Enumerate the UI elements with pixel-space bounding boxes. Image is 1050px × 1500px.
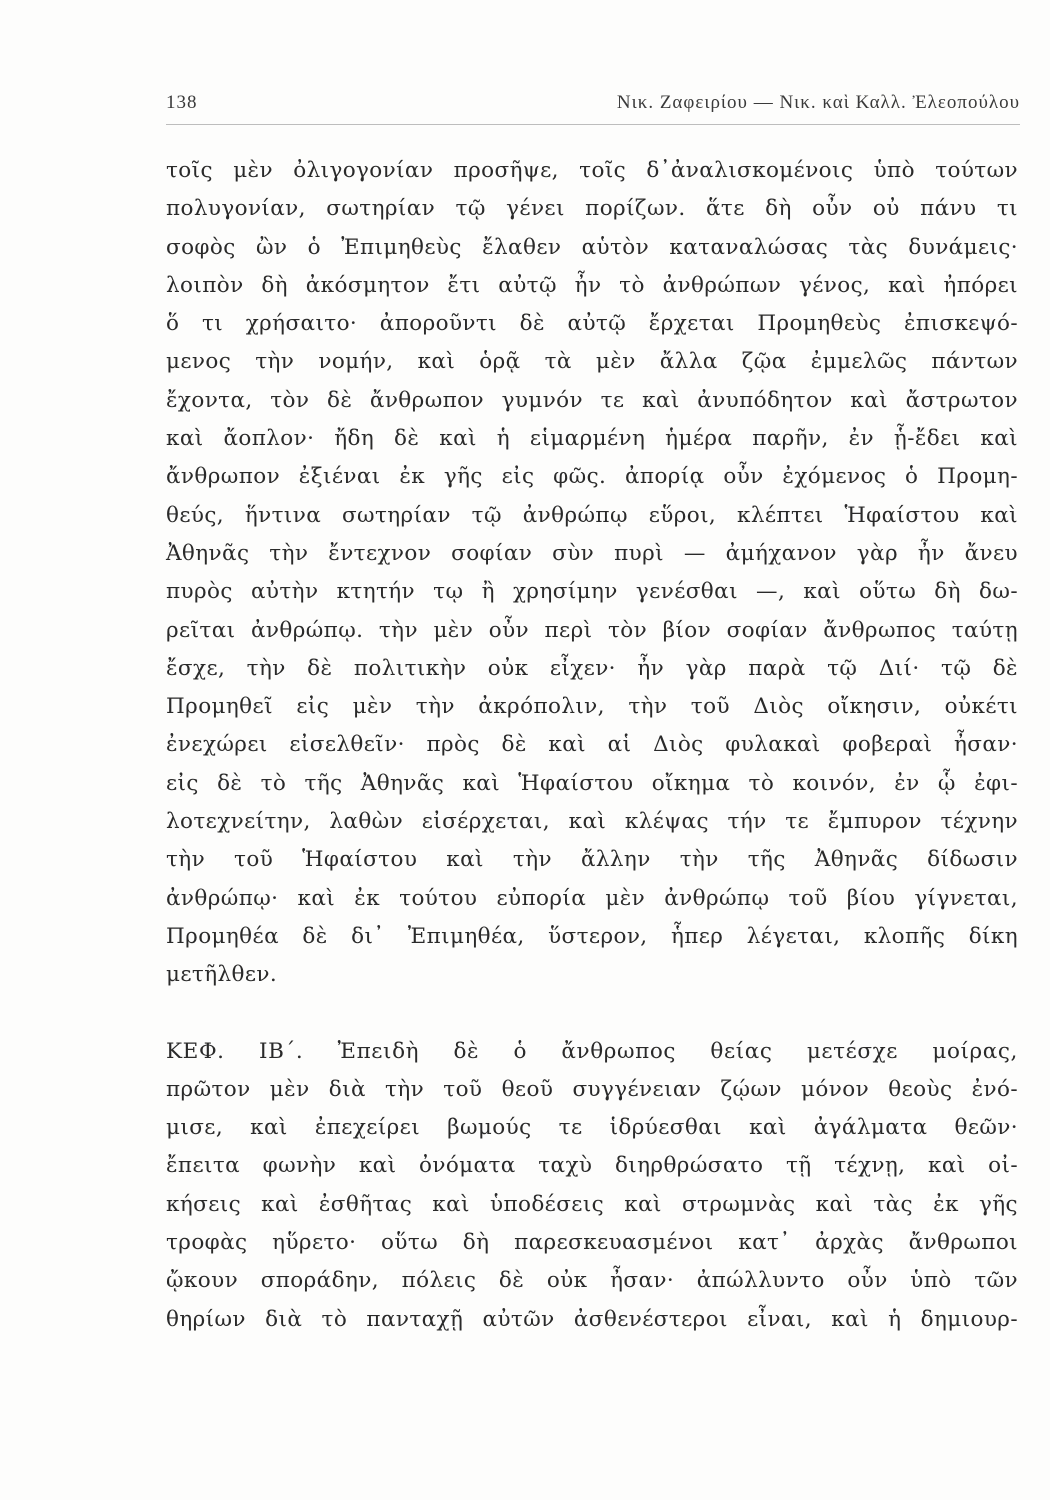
text-line: ἐνεχώρει εἰσελθεῖν· πρὸς δὲ καὶ αἱ Διὸς φυλακαὶ φοβεραὶ ἦσαν· [166,732,1018,758]
text-line: ᾤκουν σποράδην, πόλεις δὲ οὐκ ἦσαν· ἀπώλλυντο οὖν ὑπὸ τῶν [166,1268,1018,1294]
chapter-heading-line: ΚΕΦ. ΙΒ΄. Ἐπειδὴ δὲ ὁ ἄνθρωπος θείας μετέσχε μοίρας, [166,1038,1018,1064]
paragraph-1 [166,152,1018,995]
text-line: ἀνθρώπῳ· καὶ ἐκ τούτου εὐπορία μὲν ἀνθρώπῳ τοῦ βίου γίγνεται, [166,885,1018,911]
text-line: θεύς, ἥντινα σωτηρίαν τῷ ἀνθρώπῳ εὕροι, κλέπτει Ἡφαίστου καὶ [166,502,1018,528]
text-line: πολυγονίαν, σωτηρίαν τῷ γένει πορίζων. ἅτε δὴ οὖν οὐ πάνυ τι [166,196,1018,222]
text-line: τὴν τοῦ Ἡφαίστου καὶ τὴν ἄλλην τὴν τῆς Ἀθηνᾶς δίδωσιν [166,847,1018,873]
text-line: λοτεχνείτην, λαθὼν εἰσέρχεται, καὶ κλέψας τήν τε ἔμπυρον τέχνην [166,809,1018,835]
page-header [166,92,1020,122]
paragraph-2 [166,1033,1018,1339]
paragraph-gap [166,995,1018,1033]
page-number: 138 [166,92,198,113]
text-line: Προμηθεῖ εἰς μὲν τὴν ἀκρόπολιν, τὴν τοῦ Διὸς οἴκησιν, οὐκέτι [166,694,1018,720]
text-line: ἄνθρωπον ἐξιέναι ἐκ γῆς εἰς φῶς. ἀπορίᾳ οὖν ἐχόμενος ὁ Προμη- [166,464,1018,490]
text-line: μετῆλθεν. [166,962,278,988]
text-line: μενος τὴν νομήν, καὶ ὁρᾷ τὰ μὲν ἄλλα ζῷα ἐμμελῶς πάντων [166,349,1018,375]
text-line: Ἀθηνᾶς τὴν ἔντεχνον σοφίαν σὺν πυρὶ — ἀμήχανον γὰρ ἦν ἄνευ [166,540,1018,566]
text-line: πρῶτον μὲν διὰ τὴν τοῦ θεοῦ συγγένειαν ζῴων μόνον θεοὺς ἐνό- [166,1076,1018,1102]
text-line: ὅ τι χρήσαιτο· ἀποροῦντι δὲ αὐτῷ ἔρχεται Προμηθεὺς ἐπισκεψό- [166,311,1018,337]
text-line: λοιπὸν δὴ ἀκόσμητον ἔτι αὐτῷ ἦν τὸ ἀνθρώπων γένος, καὶ ἠπόρει [166,272,1018,298]
running-head: Νικ. Ζαφειρίου — Νικ. καὶ Καλλ. Ἐλεοπούλου [616,92,1020,113]
text-line: μισε, καὶ ἐπεχείρει βωμούς τε ἱδρύεσθαι καὶ ἀγάλματα θεῶν· [166,1115,1018,1141]
text-line: πυρὸς αὐτὴν κτητήν τῳ ἢ χρησίμην γενέσθαι —, καὶ οὕτω δὴ δω- [166,579,1018,605]
header-rule [166,124,1020,125]
text-line: ἔσχε, τὴν δὲ πολιτικὴν οὐκ εἶχεν· ἦν γὰρ παρὰ τῷ Διί· τῷ δὲ [166,655,1018,681]
text-line: τοῖς μὲν ὀλιγογονίαν προσῆψε, τοῖς δ᾽ἀναλισκομένοις ὑπὸ τούτων [166,158,1018,183]
page-body [166,152,1018,1339]
text-line: τροφὰς ηὕρετο· οὕτω δὴ παρεσκευασμένοι κατ᾽ ἀρχὰς ἄνθρωποι [166,1230,1018,1256]
text-line: εἰς δὲ τὸ τῆς Ἀθηνᾶς καὶ Ἡφαίστου οἴκημα τὸ κοινόν, ἐν ᾧ ἐφι- [166,770,1018,796]
text-line: καὶ ἄοπλον· ἤδη δὲ καὶ ἡ εἱμαρμένη ἡμέρα παρῆν, ἐν ᾗ-ἔδει καὶ [166,426,1018,452]
text-line: σοφὸς ὢν ὁ Ἐπιμηθεὺς ἔλαθεν αὑτὸν καταναλώσας τὰς δυνάμεις· [166,234,1018,260]
text-line: ρεῖται ἀνθρώπῳ. τὴν μὲν οὖν περὶ τὸν βίον σοφίαν ἄνθρωπος ταύτῃ [166,617,1018,643]
text-line: ἔχοντα, τὸν δὲ ἄνθρωπον γυμνόν τε καὶ ἀνυπόδητον καὶ ἄστρωτον [166,387,1018,413]
text-line: Προμηθέα δὲ δι᾽ Ἐπιμηθέα, ὕστερον, ἧπερ λέγεται, κλοπῆς δίκη [166,923,1018,949]
text-line: θηρίων διὰ τὸ πανταχῇ αὐτῶν ἀσθενέστεροι εἶναι, καὶ ἡ δημιουρ- [166,1306,1018,1332]
text-line: ἔπειτα φωνὴν καὶ ὀνόματα ταχὺ διηρθρώσατο τῇ τέχνῃ, καὶ οἰ- [166,1153,1018,1179]
text-line: κήσεις καὶ ἐσθῆτας καὶ ὑποδέσεις καὶ στρωμνὰς καὶ τὰς ἐκ γῆς [166,1191,1018,1217]
